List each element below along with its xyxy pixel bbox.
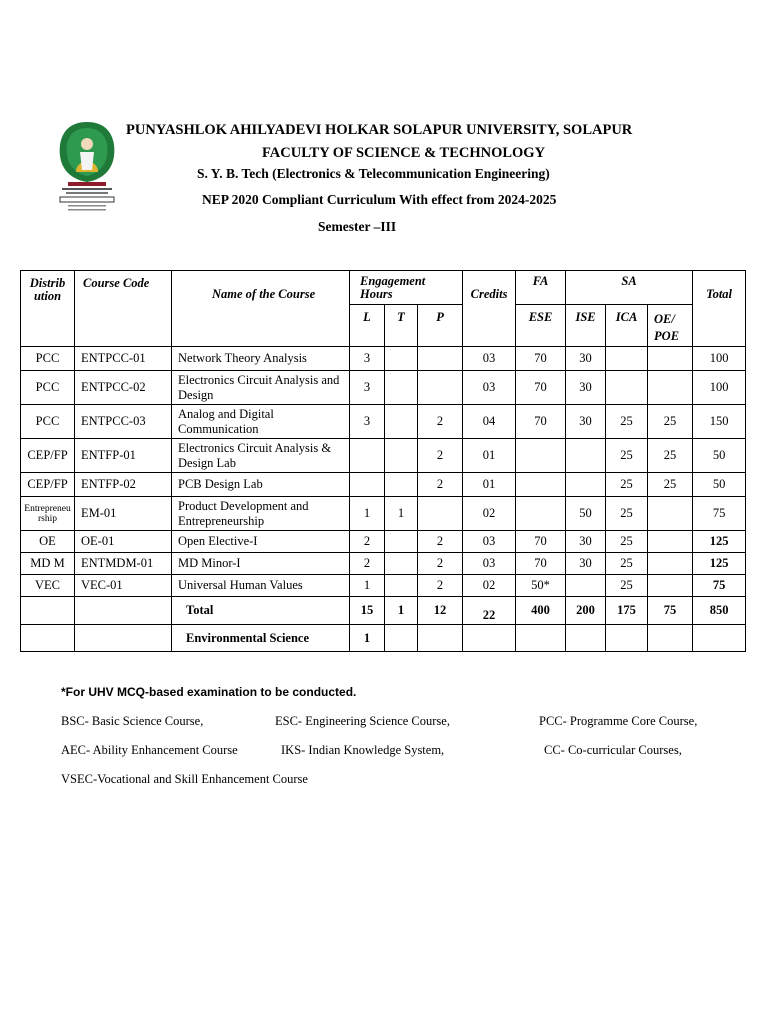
env-label: Environmental Science	[172, 625, 350, 652]
legend-vsec: VSEC-Vocational and Skill Enhancement Course	[61, 772, 308, 786]
legend-aec: AEC- Ability Enhancement Course	[61, 743, 238, 757]
cell-credits: 03	[463, 347, 516, 371]
cell-dist: PCC	[21, 347, 75, 371]
cell-total: 75	[693, 575, 746, 597]
cell-name: PCB Design Lab	[172, 473, 350, 497]
cell-code: ENTPCC-02	[75, 371, 172, 405]
cell-credits: 03	[463, 371, 516, 405]
cell-code: ENTFP-02	[75, 473, 172, 497]
header-t: T	[385, 305, 418, 347]
cell-code: ENTMDM-01	[75, 553, 172, 575]
table-body	[21, 347, 746, 597]
cell-name: Analog and Digital Communication	[172, 405, 350, 439]
cell-t	[385, 473, 418, 497]
uhv-note: *For UHV MCQ-based examination to be conducted.	[61, 685, 357, 699]
cell-ica	[606, 371, 648, 405]
cell-t: 1	[385, 497, 418, 531]
header-ica: ICA	[606, 305, 648, 347]
cell-total: 125	[693, 553, 746, 575]
cell-dist: CEP/FP	[21, 473, 75, 497]
program-title: S. Y. B. Tech (Electronics & Telecommunication Engineering)	[197, 166, 550, 181]
cell-dist: Entrepreneu rship	[21, 497, 75, 531]
cell-ese: 70	[516, 347, 566, 371]
cell-ise: 30	[566, 371, 606, 405]
header-l: L	[350, 305, 385, 347]
cell-code: ENTPCC-03	[75, 405, 172, 439]
cell-ica: 25	[606, 575, 648, 597]
cell-total: 50	[693, 473, 746, 497]
cell-oe	[648, 497, 693, 531]
cell-ica: 25	[606, 531, 648, 553]
cell-p: 2	[418, 575, 463, 597]
cell-dist: VEC	[21, 575, 75, 597]
cell-ise	[566, 439, 606, 473]
total-total: 850	[693, 597, 746, 625]
cell-ica: 25	[606, 497, 648, 531]
cell-total: 100	[693, 347, 746, 371]
cell-l: 1	[350, 575, 385, 597]
total-ese: 400	[516, 597, 566, 625]
cell-ese: 70	[516, 371, 566, 405]
legend-iks: IKS- Indian Knowledge System,	[281, 743, 445, 757]
total-p: 12	[418, 597, 463, 625]
cell-l	[350, 473, 385, 497]
cell-code: ENTFP-01	[75, 439, 172, 473]
cell-t	[385, 405, 418, 439]
university-title: PUNYASHLOK AHILYADEVI HOLKAR SOLAPUR UNIVERSITY, SOLAPUR	[126, 122, 633, 138]
total-label: Total	[172, 597, 350, 625]
cell-name: Electronics Circuit Analysis & Design Lab	[172, 439, 350, 473]
cell-dist: PCC	[21, 371, 75, 405]
cell-total: 150	[693, 405, 746, 439]
cell-ise: 30	[566, 553, 606, 575]
cell-t	[385, 439, 418, 473]
cell-p	[418, 371, 463, 405]
cell-dist: CEP/FP	[21, 439, 75, 473]
cell-l: 3	[350, 371, 385, 405]
cell-ise: 30	[566, 405, 606, 439]
cell-name: Universal Human Values	[172, 575, 350, 597]
cell-p: 2	[418, 405, 463, 439]
total-ise: 200	[566, 597, 606, 625]
cell-oe: 25	[648, 473, 693, 497]
cell-total: 125	[693, 531, 746, 553]
cell-p: 2	[418, 553, 463, 575]
table-row	[21, 405, 746, 439]
cell-credits: 03	[463, 531, 516, 553]
cell-ese: 70	[516, 553, 566, 575]
cell-oe	[648, 531, 693, 553]
header-ese: ESE	[516, 305, 566, 347]
cell-code: ENTPCC-01	[75, 347, 172, 371]
total-row	[21, 597, 746, 625]
university-logo	[54, 120, 120, 214]
table-header-row	[21, 271, 746, 305]
cell-oe: 25	[648, 439, 693, 473]
cell-ica: 25	[606, 405, 648, 439]
cell-total: 50	[693, 439, 746, 473]
faculty-title: FACULTY OF SCIENCE & TECHNOLOGY	[262, 145, 546, 161]
cell-ise: 50	[566, 497, 606, 531]
header-course-code: Course Code	[75, 271, 172, 347]
cell-l: 2	[350, 531, 385, 553]
cell-name: Electronics Circuit Analysis and Design	[172, 371, 350, 405]
table-row	[21, 371, 746, 405]
cell-ese	[516, 439, 566, 473]
table-row	[21, 439, 746, 473]
cell-credits: 01	[463, 473, 516, 497]
curriculum-title: NEP 2020 Compliant Curriculum With effect from 2024-2025	[202, 192, 557, 207]
legend-cc: CC- Co-curricular Courses,	[544, 743, 682, 757]
cell-credits: 03	[463, 553, 516, 575]
table-row	[21, 553, 746, 575]
cell-total: 100	[693, 371, 746, 405]
header-total: Total	[693, 271, 746, 347]
header-course-name: Name of the Course	[172, 271, 350, 347]
cell-t	[385, 575, 418, 597]
cell-name: MD Minor-I	[172, 553, 350, 575]
cell-ica: 25	[606, 473, 648, 497]
table-row	[21, 575, 746, 597]
cell-ise	[566, 473, 606, 497]
cell-total: 75	[693, 497, 746, 531]
cell-ese: 70	[516, 531, 566, 553]
cell-t	[385, 347, 418, 371]
cell-l: 2	[350, 553, 385, 575]
cell-credits: 02	[463, 497, 516, 531]
cell-oe	[648, 553, 693, 575]
cell-ica	[606, 347, 648, 371]
cell-ese	[516, 473, 566, 497]
cell-credits: 02	[463, 575, 516, 597]
cell-credits: 04	[463, 405, 516, 439]
cell-credits: 01	[463, 439, 516, 473]
cell-l	[350, 439, 385, 473]
total-credits: 22	[463, 597, 516, 625]
header-ise: ISE	[566, 305, 606, 347]
cell-ise	[566, 575, 606, 597]
cell-t	[385, 553, 418, 575]
cell-l: 1	[350, 497, 385, 531]
header-credits: Credits	[463, 271, 516, 347]
total-l: 15	[350, 597, 385, 625]
cell-name: Product Development and Entrepreneurship	[172, 497, 350, 531]
legend-pcc: PCC- Programme Core Course,	[539, 714, 698, 728]
cell-p: 2	[418, 473, 463, 497]
cell-ese: 70	[516, 405, 566, 439]
total-oe: 75	[648, 597, 693, 625]
cell-p: 2	[418, 531, 463, 553]
semester-title: Semester –III	[318, 219, 397, 234]
total-t: 1	[385, 597, 418, 625]
env-l: 1	[350, 625, 385, 652]
cell-code: EM-01	[75, 497, 172, 531]
cell-code: VEC-01	[75, 575, 172, 597]
cell-dist: PCC	[21, 405, 75, 439]
university-emblem-icon	[54, 120, 120, 214]
legend-bsc: BSC- Basic Science Course,	[61, 714, 204, 728]
cell-p	[418, 497, 463, 531]
cell-p: 2	[418, 439, 463, 473]
header-fa: FA	[516, 271, 566, 305]
cell-p	[418, 347, 463, 371]
curriculum-table	[20, 270, 746, 652]
cell-ica: 25	[606, 439, 648, 473]
cell-dist: OE	[21, 531, 75, 553]
cell-l: 3	[350, 347, 385, 371]
table-row	[21, 347, 746, 371]
cell-oe	[648, 371, 693, 405]
cell-oe	[648, 575, 693, 597]
env-row	[21, 625, 746, 652]
header-p: P	[418, 305, 463, 347]
cell-ise: 30	[566, 347, 606, 371]
header-distribution: Distrib ution	[21, 271, 75, 347]
cell-oe: 25	[648, 405, 693, 439]
cell-ise: 30	[566, 531, 606, 553]
cell-name: Network Theory Analysis	[172, 347, 350, 371]
legend-esc: ESC- Engineering Science Course,	[275, 714, 450, 728]
cell-oe	[648, 347, 693, 371]
cell-ica: 25	[606, 553, 648, 575]
header-oe-poe: OE/ POE	[648, 305, 693, 347]
cell-ese: 50*	[516, 575, 566, 597]
table-row	[21, 497, 746, 531]
table-row	[21, 473, 746, 497]
header-sa: SA	[566, 271, 693, 305]
cell-name: Open Elective-I	[172, 531, 350, 553]
cell-ese	[516, 497, 566, 531]
cell-code: OE-01	[75, 531, 172, 553]
cell-dist: MD M	[21, 553, 75, 575]
header-engagement-hours: Engagement Hours	[350, 271, 463, 305]
cell-t	[385, 371, 418, 405]
cell-l: 3	[350, 405, 385, 439]
table-row	[21, 531, 746, 553]
total-ica: 175	[606, 597, 648, 625]
cell-t	[385, 531, 418, 553]
